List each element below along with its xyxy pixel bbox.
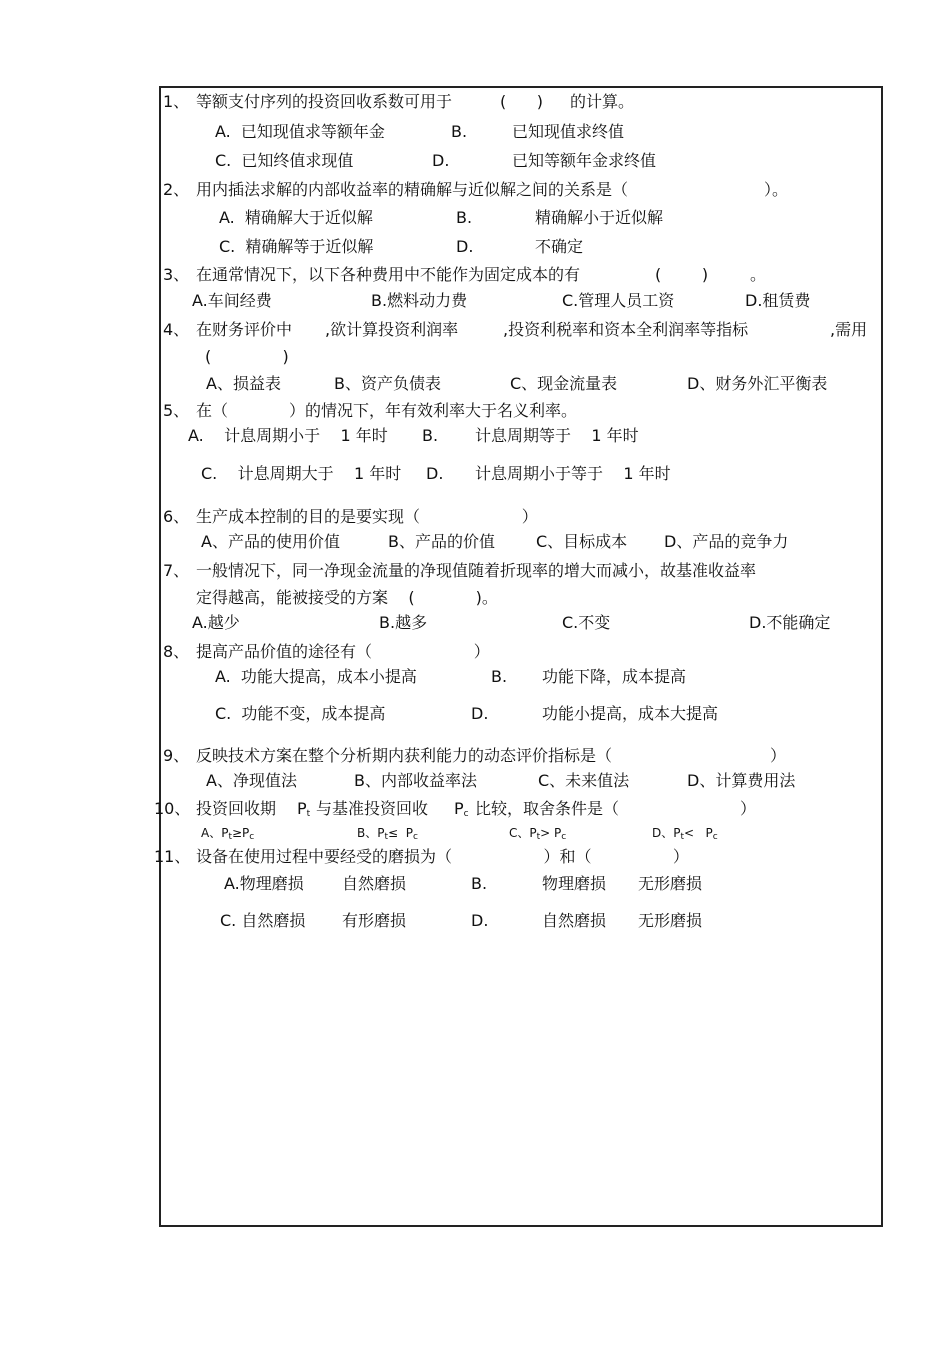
q2-option-d-letter: D.: [456, 237, 474, 256]
q6-option-c: C、目标成本: [536, 532, 628, 551]
q9-option-c: C、未来值法: [538, 771, 630, 790]
q7-option-b: B.越多: [379, 613, 428, 632]
q9-option-d: D、计算费用法: [687, 771, 796, 790]
q4-number: 4、: [163, 320, 190, 339]
q11-stem: 设备在使用过程中要经受的磨损为（ ）和（ ）: [196, 847, 689, 866]
q1-option-b: 已知现值求终值: [512, 122, 625, 141]
q6-option-d: D、产品的竞争力: [664, 532, 789, 551]
q4-option-b: B、资产负债表: [334, 374, 441, 393]
q10-stem-pc: $P_c$: [454, 799, 469, 819]
q3-option-a: A.车间经费: [192, 291, 272, 310]
q7-option-c: C.不变: [562, 613, 611, 632]
q4-option-c: C、现金流量表: [510, 374, 618, 393]
q8-number: 8、: [163, 642, 190, 661]
q3-paren: ( ): [655, 265, 709, 284]
q1-number: 1、: [163, 92, 190, 111]
q1-stem: 等额支付序列的投资回收系数可用于: [196, 92, 453, 111]
q11-number: 11、: [154, 847, 191, 866]
q5-stem: 在（ ）的情况下，年有效利率大于名义利率。: [196, 401, 578, 420]
q10-stem-part1: 投资回收期: [196, 799, 277, 818]
q5-option-b-letter: B.: [422, 426, 439, 445]
q9-option-b: B、内部收益率法: [354, 771, 477, 790]
q11-option-a: A.物理磨损: [224, 874, 304, 893]
q10-option-c: C、$P_t> P_c$: [509, 826, 567, 842]
q8-option-d: 功能小提高，成本大提高: [542, 704, 719, 723]
q10-stem-part3: 比较，取舍条件是（: [475, 799, 620, 818]
q2-stem: 用内插法求解的内部收益率的精确解与近似解之间的关系是（: [196, 180, 629, 199]
q9-tail: ）: [770, 746, 787, 765]
q9-stem: 反映技术方案在整个分析期内获利能力的动态评价指标是（: [196, 746, 613, 765]
q1-paren: ( ): [500, 92, 543, 111]
q3-stem: 在通常情况下，以下各种费用中不能作为固定成本的有: [196, 265, 581, 284]
q2-option-d: 不确定: [535, 237, 584, 256]
q3-option-b: B.燃料动力费: [371, 291, 468, 310]
q9-option-a: A、净现值法: [206, 771, 297, 790]
q3-option-d: D.租赁费: [745, 291, 811, 310]
q4-stem-part3: ,投资利税率和资本全利润率等指标: [503, 320, 749, 339]
q11-option-b-second: 无形磨损: [638, 874, 703, 893]
q10-stem-pt: $P_t$: [297, 799, 311, 819]
q8-option-b-letter: B.: [491, 667, 508, 686]
q2-tail: ）。: [764, 180, 789, 199]
q1-option-b-letter: B.: [451, 122, 468, 141]
q8-option-b: 功能下降，成本提高: [542, 667, 687, 686]
q11-option-b-letter: B.: [471, 874, 488, 893]
q1-option-c: C. 已知终值求现值: [215, 151, 354, 170]
q4-stem-part1: 在财务评价中: [196, 320, 293, 339]
q8-option-c: C. 功能不变，成本提高: [215, 704, 386, 723]
q7-stem-line2: 定得越高，能被接受的方案 ( )。: [196, 588, 498, 607]
q6-number: 6、: [163, 507, 190, 526]
q1-tail: 的计算。: [570, 92, 635, 111]
q4-option-d: D、财务外汇平衡表: [687, 374, 828, 393]
q11-option-d-second: 无形磨损: [638, 911, 703, 930]
q11-option-c-second: 有形磨损: [342, 911, 407, 930]
q7-number: 7、: [163, 561, 190, 580]
q2-option-b: 精确解小于近似解: [535, 208, 664, 227]
q8-option-d-letter: D.: [471, 704, 489, 723]
q10-number: 10、: [154, 799, 191, 818]
q2-option-c: C. 精确解等于近似解: [219, 237, 374, 256]
q7-stem: 一般情况下，同一净现金流量的净现值随着折现率的增大而减小，故基准收益率: [196, 561, 757, 580]
q5-option-d: 计息周期小于等于 1 年时: [475, 464, 671, 483]
q10-option-a: A、$P_t\ge P_c$: [201, 826, 255, 842]
q8-option-a: A. 功能大提高，成本小提高: [215, 667, 417, 686]
q2-option-b-letter: B.: [456, 208, 473, 227]
q5-option-d-letter: D.: [426, 464, 444, 483]
q6-option-b: B、产品的价值: [388, 532, 495, 551]
q10-option-b: B、$P_t\le P_c$: [357, 826, 418, 842]
q5-number: 5、: [163, 401, 190, 420]
q4-option-a: A、损益表: [206, 374, 281, 393]
q5-option-a: A. 计息周期小于 1 年时: [188, 426, 388, 445]
q5-option-c: C. 计息周期大于 1 年时: [201, 464, 402, 483]
q10-tail: ）: [740, 799, 757, 818]
q5-option-b: 计息周期等于 1 年时: [475, 426, 639, 445]
q4-stem-part2: ,欲计算投资利润率: [325, 320, 459, 339]
q6-option-a: A、产品的使用价值: [201, 532, 340, 551]
q3-tail: 。: [750, 265, 767, 284]
q8-stem: 提高产品价值的途径有（ ）: [196, 642, 490, 661]
q2-option-a: A. 精确解大于近似解: [219, 208, 373, 227]
q9-number: 9、: [163, 746, 190, 765]
q3-number: 3、: [163, 265, 190, 284]
q6-stem: 生产成本控制的目的是要实现（ ）: [196, 507, 538, 526]
q11-option-c: C. 自然磨损: [220, 911, 306, 930]
q1-option-d-letter: D.: [432, 151, 450, 170]
q11-option-a-second: 自然磨损: [342, 874, 407, 893]
q2-number: 2、: [163, 180, 190, 199]
q1-option-a: A. 已知现值求等额年金: [215, 122, 385, 141]
q11-option-b: 物理磨损: [542, 874, 607, 893]
q11-option-d-letter: D.: [471, 911, 489, 930]
q10-option-d: D、$P_t< P_c$: [652, 826, 718, 842]
q3-option-c: C.管理人员工资: [562, 291, 675, 310]
q7-option-a: A.越少: [192, 613, 240, 632]
q4-paren: ( ): [205, 347, 289, 366]
q7-option-d: D.不能确定: [749, 613, 831, 632]
q10-stem-part2: 与基准投资回收: [316, 799, 429, 818]
q1-option-d: 已知等额年金求终值: [512, 151, 657, 170]
q4-stem-part4: ,需用: [830, 320, 868, 339]
q11-option-d: 自然磨损: [542, 911, 607, 930]
